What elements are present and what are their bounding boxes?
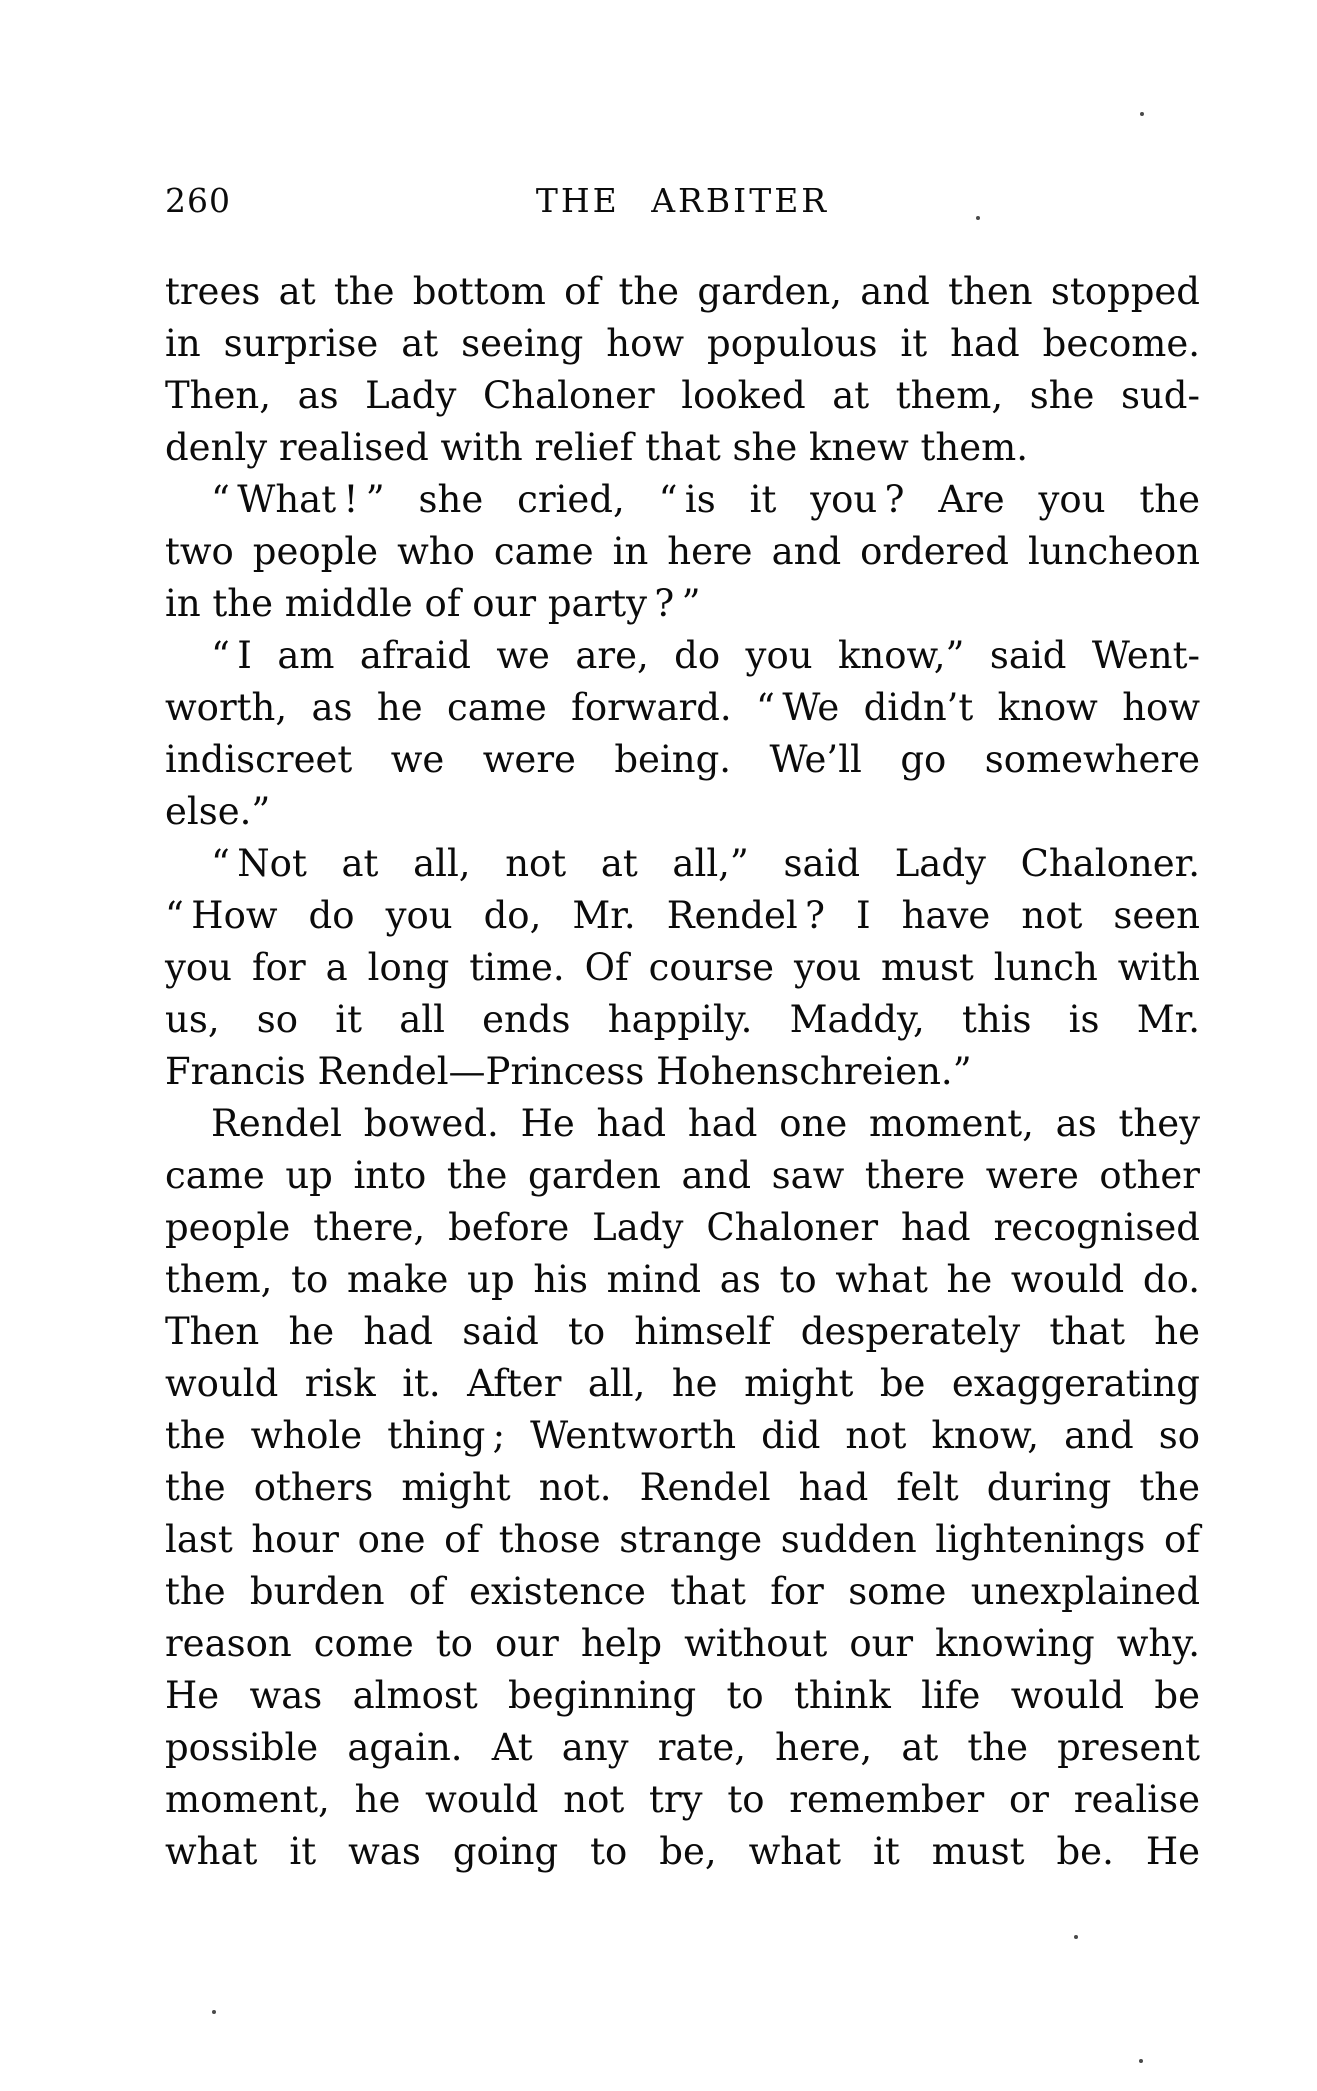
text-line: came up into the garden and saw there were other	[165, 1154, 1200, 1197]
scan-speck	[1074, 1935, 1078, 1939]
text-line: us, so it all ends happily. Maddy, this is Mr.	[165, 998, 1200, 1041]
text-line: moment, he would not try to remember or realise	[165, 1778, 1200, 1821]
scan-speck	[1139, 2059, 1143, 2063]
text-line: He was almost beginning to think life would be	[165, 1674, 1200, 1717]
running-title: THE ARBITER	[535, 181, 830, 220]
text-line: else.”	[165, 790, 271, 833]
scan-speck	[976, 216, 980, 220]
page-header	[165, 181, 1200, 221]
page-number: 260	[165, 181, 231, 220]
text-line: “ I am afraid we are, do you know,” said Went-	[211, 634, 1200, 677]
text-line: “ How do you do, Mr. Rendel ? I have not seen	[165, 894, 1200, 937]
text-line: what it was going to be, what it must be. He	[165, 1830, 1200, 1873]
text-line: worth, as he came forward. “ We didn’t know how	[165, 686, 1200, 729]
text-line: two people who came in here and ordered luncheon	[165, 530, 1200, 573]
scan-speck	[212, 2010, 216, 2014]
text-line: the whole thing ; Wentworth did not know, and so	[165, 1414, 1200, 1457]
text-line: them, to make up his mind as to what he would do.	[165, 1258, 1200, 1301]
text-line: Then he had said to himself desperately that he	[165, 1310, 1200, 1353]
text-line: “ Not at all, not at all,” said Lady Chaloner.	[211, 842, 1200, 885]
text-line: in the middle of our party ? ”	[165, 582, 701, 625]
text-line: indiscreet we were being. We’ll go somewhere	[165, 738, 1200, 781]
text-line: “ What ! ” she cried, “ is it you ? Are you the	[211, 478, 1200, 521]
text-line: people there, before Lady Chaloner had recognised	[165, 1206, 1200, 1249]
text-line: reason come to our help without our knowing why.	[165, 1622, 1200, 1665]
text-line: Then, as Lady Chaloner looked at them, she sud-	[165, 374, 1200, 417]
text-line: would risk it. After all, he might be exaggerating	[165, 1362, 1200, 1405]
text-line: denly realised with relief that she knew them.	[165, 426, 1028, 469]
text-line: last hour one of those strange sudden lightenings of	[165, 1518, 1200, 1561]
text-line: Rendel bowed. He had had one moment, as they	[211, 1102, 1200, 1145]
scan-speck	[1140, 112, 1144, 116]
text-line: in surprise at seeing how populous it had become.	[165, 322, 1200, 365]
text-line: Francis Rendel—Princess Hohenschreien.”	[165, 1050, 972, 1093]
text-line: possible again. At any rate, here, at the present	[165, 1726, 1200, 1769]
text-line: trees at the bottom of the garden, and then stopped	[165, 270, 1200, 313]
text-line: the burden of existence that for some unexplained	[165, 1570, 1200, 1613]
text-line: you for a long time. Of course you must lunch with	[165, 946, 1200, 989]
text-line: the others might not. Rendel had felt during the	[165, 1466, 1200, 1509]
body-text	[165, 266, 1200, 1878]
